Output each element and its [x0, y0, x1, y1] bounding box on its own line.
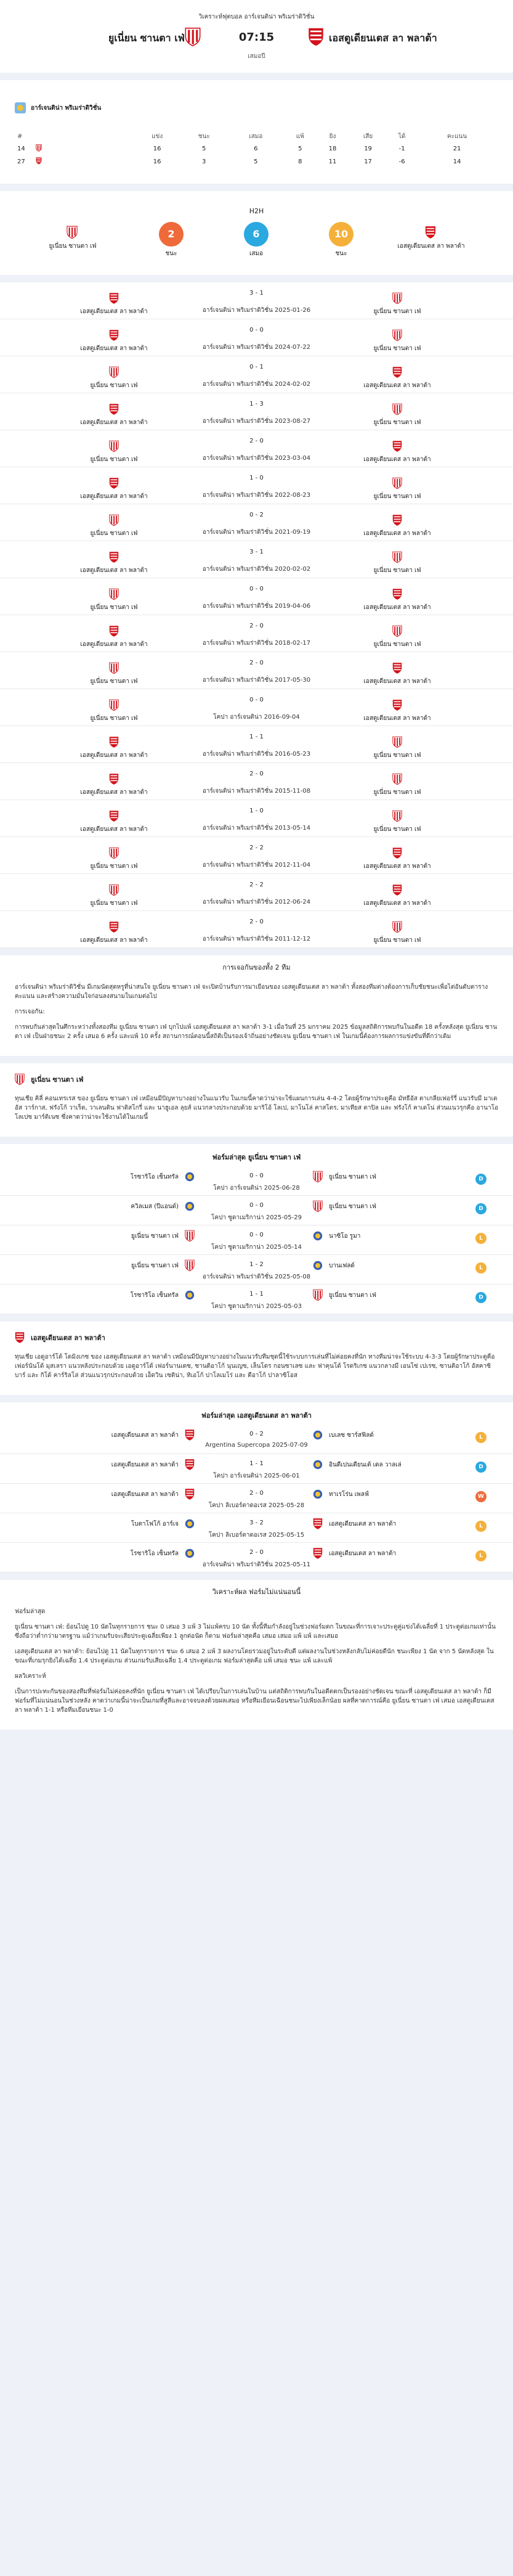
home-team-heading[interactable]: ยูเนี่ยน ซานตา เฟ่ — [31, 1076, 84, 1084]
match-away — [345, 440, 450, 464]
result-badge: L — [475, 1550, 487, 1561]
match-meta: โคปา อาร์เจนติน่า 2016-09-04 — [213, 714, 300, 721]
analysis-prediction: เป็นการปะทะกันของสองทีมที่ฟอร์มไม่ค่อยคงที่นัก ยูเนี่ยน ซานตา เฟ่ ได้เปรียบในการเล่นในบ้าน แต่สถิติการพบกันในอดีตตกเป็นรองอย่างชัดเจน ขณะที่ เอสตูเดียนเตส ลา พลาต้า ก็มีฟอร์มที่ไม่แน่นอนในช่วงหลัง คาดว่าเกมนี้น่าจะเป็นเกมที่สูสีและอาจจบลงด้วยผลเสมอ หรือทีมเยือนเฉือนชนะไปเพียงเล็กน้อย ผลที่คาดการณ์คือ ยูเนี่ยน ซานตา เฟ่ เสมอ เอสตูเดียนเตส ลา พลาต้า 1-1 หรือทีมเยือนชนะ 1-0 — [15, 1688, 495, 1714]
match-home-name: ยูเนี่ยน ซานตา เฟ่ — [90, 678, 138, 685]
match-meta: อาร์เจนติน่า พริเมร่าดิวิชั่น 2024-02-02 — [202, 381, 311, 388]
loss: 5 — [298, 145, 302, 152]
h2h-match-row[interactable] — [0, 874, 513, 911]
away-team-crest-icon — [308, 27, 324, 47]
played: 16 — [153, 145, 161, 152]
match-away-name: เอสตูเดียนเตส ลา พลาต้า — [363, 530, 431, 537]
h2h-match-row[interactable] — [0, 541, 513, 578]
pos: 14 — [17, 145, 25, 152]
analysis-home-form: ยูเนี่ยน ซานตา เฟ่: ย้อนไปดู 10 นัดในทุกรายการ ชนะ 0 เสมอ 3 แพ้ 3 ไม่แพ้ครบ 10 นัด ทั้งนี้ทีมกำลังอยู่ในช่วงฟอร์มตก ในขณะที่การเจาะประตูคู่แข่งได้เฉลี่ยที่ 1 ประตูต่อเกมเท่านั้น ซึ่งถือว่าต่ำกว่ามาตรฐาน แม้ว่าเกมรับจะเสียประตูเฉลี่ยเพียง 1 ลูกต่อนัด ก็ตาม ฟอร์มล่าสุดคือ เสมอ เสมอ แพ้ แพ้ และเสมอ — [15, 1624, 496, 1640]
preview-title: การเจอกันของทั้ง 2 ทีม — [222, 963, 291, 971]
form-match-row[interactable] — [0, 1425, 513, 1454]
form-home-name: โรซาริโอ เซ็นทรัล — [130, 1174, 179, 1180]
result-badge: D — [475, 1174, 487, 1185]
match-away-name: ยูเนี่ยน ซานตา เฟ่ — [373, 826, 421, 833]
standings-title — [15, 102, 101, 113]
match-away — [345, 847, 450, 871]
form-meta: อาร์เจนติน่า พริเมร่าดิวิชั่น 2025-05-11 — [202, 1561, 311, 1568]
col-win: ชนะ — [198, 133, 210, 140]
match-away — [345, 403, 450, 427]
loss: 8 — [298, 158, 302, 165]
form-meta: โคปา ซูดาเมริกาน่า 2025-05-14 — [211, 1244, 302, 1251]
h2h-title: H2H — [249, 207, 264, 215]
form-match-row[interactable] — [0, 1543, 513, 1572]
team-crest-icon — [392, 736, 402, 748]
team-crest-icon — [392, 329, 402, 341]
match-meta: อาร์เจนติน่า พริเมร่าดิวิชั่น 2019-04-06 — [202, 603, 311, 610]
form-home-name: โรซาริโอ เซ็นทรัล — [130, 1550, 179, 1557]
home-team-crest-icon — [67, 226, 78, 239]
match-meta: อาร์เจนติน่า พริเมร่าดิวิชั่น 2017-05-30 — [202, 677, 311, 684]
team-crest-icon — [392, 477, 402, 489]
form-home-name: เอสตูเดียนเตส ลา พลาต้า — [111, 1462, 179, 1468]
result-badge: W — [475, 1491, 487, 1502]
home-form-title: ฟอร์มล่าสุด ยูเนี่ยน ซานตา เฟ่ — [212, 1153, 301, 1161]
match-meta: อาร์เจนติน่า พริเมร่าดิวิชั่น 2024-07-22 — [202, 344, 311, 351]
draws-label: เสมอ — [249, 250, 264, 257]
match-away-name: เอสตูเดียนเตส ลา พลาต้า — [363, 456, 431, 463]
standings-row-home[interactable] — [17, 142, 498, 155]
match-score: 1 - 0 — [249, 475, 264, 481]
form-away-name: อินดีเปนเดียนเต้ เดล วาลเล่ — [329, 1462, 402, 1468]
result-badge: L — [475, 1262, 487, 1274]
match-meta: อาร์เจนติน่า พริเมร่าดิวิชั่น 2025-01-26 — [202, 307, 311, 314]
goals-against: 19 — [364, 145, 372, 152]
match-score: 2 - 0 — [249, 918, 264, 925]
form-home-name: ยูเนี่ยน ซานตา เฟ่ — [131, 1262, 179, 1269]
result-badge: D — [475, 1292, 487, 1303]
league-title: วิเคราะห์ฟุตบอล อาร์เจนติน่า พริเมร่าดิวิชั่น — [198, 14, 315, 20]
match-away — [345, 477, 450, 501]
match-away-name: ยูเนี่ยน ซานตา เฟ่ — [373, 937, 421, 944]
match-away — [345, 625, 450, 649]
match-home-name: ยูเนี่ยน ซานตา เฟ่ — [90, 382, 138, 389]
team-crest-icon — [313, 1488, 323, 1500]
col-goal-diff: ได้ — [398, 133, 406, 140]
preview-section — [0, 955, 513, 1056]
form-away-name: เอสตูเดียนเตส ลา พลาต้า — [329, 1550, 397, 1557]
col-played: แข่ง — [151, 133, 163, 140]
preview-h2h-text: การพบกันล่าสุดในศึกระหว่างทั้งสองทีม ยูเนี่ยน ซานตา เฟ่ บุกไปแพ้ เอสตูเดียนเตส ลา พลาต้า 3-1 เมื่อวันที่ 25 มกราคม 2025 ข้อมูลสถิติการพบกันในอดีต 18 ครั้งหลังสุด ยูเนี่ยน ซานตา เฟ่ เป็นฝ่ายชนะ 2 ครั้ง เสมอ 6 ครั้ง และแพ้ 10 ครั้ง สถานการณ์ตอนนี้สถิติเป็นรองเจ้าถิ่นอย่างชัดเจน ยูเนี่ยน ซานตา เฟ่ ในเกมนี้ต้องการผลการแข่งขันที่ดีกว่าเดิม — [15, 1024, 497, 1040]
kickoff-time: 07:15 — [238, 31, 275, 44]
match-score: 0 - 1 — [249, 364, 264, 370]
result-badge: D — [475, 1462, 487, 1473]
match-score: 2 - 0 — [249, 438, 264, 444]
form-home-name: โบตาโฟโก้ อาร์เจ — [131, 1521, 179, 1527]
home-team-text: ทุนเชีย คิลี่ คอนเทรเรส ของ ยูเนี่ยน ซานตา เฟ่ เหมือนมีปัญหาบางอย่างในแนวรับ ในเกมนี้คาดว่าน่าจะใช้แผนการเล่น 4-4-2 โดยผู้รักษาประตูคือ มัทธีอัส ตาเกลียเฟอร์รี่ แนวรับมี มาเตอัส วาร์กาส, ฟรังโก้ วาเร็ต, วาเลนติน ฟาติสโกรี่ และ นาฮูเอล ลุยส์ แนวกลางประกอบด้วย มาริโอ้ โลเป, มาโนโล่ คาสโตร, มาเทียส ตาปิล และ ฟรังโก้ คาเดโน่ ส่วนแนวรุกคือ อานาโอ โลเปซ มาร์ติเนซ ซึ่งคาดว่าน่าจะใช้งานได้ในเกมนี้ — [15, 1095, 498, 1121]
form-meta: โคปา ลิเบอร์ตาดอเรส 2025-05-15 — [208, 1532, 305, 1539]
match-meta: อาร์เจนติน่า พริเมร่าดิวิชั่น 2023-03-04 — [202, 455, 311, 462]
match-score: 3 - 1 — [249, 290, 264, 296]
team-crest-icon — [392, 440, 402, 452]
team-crest-icon — [313, 1200, 323, 1212]
team-crest-icon — [392, 366, 402, 378]
match-score: 2 - 0 — [249, 623, 264, 629]
form-score: 2 - 0 — [249, 1549, 264, 1556]
result-badge: D — [475, 1203, 487, 1214]
away-form-title: ฟอร์มล่าสุด เอสตูเดียนเตส ลา พลาต้า — [201, 1412, 312, 1420]
form-score: 0 - 0 — [249, 1232, 264, 1238]
h2h-summary — [0, 191, 513, 275]
match-home-name: เอสตูเดียนเตส ลา พลาต้า — [80, 752, 148, 759]
pos: 27 — [17, 158, 25, 165]
match-away-name: ยูเนี่ยน ซานตา เฟ่ — [373, 641, 421, 648]
match-meta: อาร์เจนติน่า พริเมร่าดิวิชั่น 2016-05-23 — [202, 751, 311, 758]
form-score: 0 - 0 — [249, 1172, 264, 1179]
form-meta: โคปา อาร์เจนติน่า 2025-06-01 — [213, 1473, 300, 1479]
h2h-match-row[interactable] — [0, 319, 513, 356]
match-header — [0, 0, 513, 73]
match-score: 0 - 2 — [249, 512, 264, 518]
match-away-name: ยูเนี่ยน ซานตา เฟ่ — [373, 567, 421, 574]
form-match-row[interactable] — [0, 1454, 513, 1484]
team-crest-icon — [392, 588, 402, 600]
h2h-match-row[interactable] — [0, 615, 513, 652]
match-home-name: เอสตูเดียนเตส ลา พลาต้า — [80, 641, 148, 648]
form-score: 0 - 0 — [249, 1202, 264, 1209]
match-away — [345, 662, 450, 686]
match-score: 3 - 1 — [249, 549, 264, 555]
match-home-name: ยูเนี่ยน ซานตา เฟ่ — [90, 715, 138, 722]
team-crest-icon — [392, 847, 402, 859]
h2h-match-row[interactable] — [0, 837, 513, 874]
team-crest-icon — [392, 514, 402, 526]
form-match-row[interactable] — [0, 1484, 513, 1513]
home-team-crest-icon — [15, 1073, 25, 1086]
match-away — [345, 884, 450, 908]
match-home-name: เอสตูเดียนเตส ลา พลาต้า — [80, 493, 148, 500]
form-home-name: เอสตูเดียนเตส ลา พลาต้า — [111, 1432, 179, 1439]
match-away-name: เอสตูเดียนเตส ลา พลาต้า — [363, 382, 431, 389]
team-crest-icon — [392, 403, 402, 415]
form-score: 1 - 1 — [249, 1460, 264, 1467]
form-home-name: ยูเนี่ยน ซานตา เฟ่ — [131, 1233, 179, 1240]
form-away-name: ยูเนี่ยน ซานตา เฟ่ — [329, 1203, 377, 1210]
team-crest-icon — [392, 662, 402, 674]
match-meta: อาร์เจนติน่า พริเมร่าดิวิชั่น 2023-08-27 — [202, 418, 311, 425]
match-away-name: ยูเนี่ยน ซานตา เฟ่ — [373, 752, 421, 759]
match-home-name: เอสตูเดียนเตส ลา พลาต้า — [80, 937, 148, 944]
analysis-section — [0, 1580, 513, 1730]
col-points: คะแนน — [447, 133, 467, 140]
h2h-match-row[interactable] — [0, 689, 513, 726]
away-wins-label: ชนะ — [335, 250, 347, 257]
win: 3 — [202, 158, 206, 165]
form-match-row[interactable] — [0, 1285, 513, 1314]
team-crest-icon — [392, 884, 402, 896]
h2h-match-row[interactable] — [0, 282, 513, 319]
match-home-name: เอสตูเดียนเตส ลา พลาต้า — [80, 567, 148, 574]
col-team — [36, 131, 134, 142]
form-score: 3 - 2 — [249, 1519, 264, 1526]
col-pos: # — [17, 133, 23, 140]
away-team-crest-icon — [36, 157, 42, 165]
form-away-name: เบเลซ ซาร์สฟิลด์ — [329, 1432, 374, 1439]
match-away — [345, 773, 450, 797]
form-meta: Argentina Supercopa 2025-07-09 — [205, 1442, 308, 1449]
form-match-row[interactable] — [0, 1225, 513, 1255]
form-meta: โคปา ซูดาเมริกาน่า 2025-05-29 — [211, 1214, 302, 1221]
goals-against: 17 — [364, 158, 372, 165]
h2h-match-row[interactable] — [0, 763, 513, 800]
match-home-name: ยูเนี่ยน ซานตา เฟ่ — [90, 604, 138, 611]
home-wins-label: ชนะ — [165, 250, 177, 257]
match-meta: อาร์เจนติน่า พริเมร่าดิวิชั่น 2012-11-04 — [202, 862, 311, 869]
team-crest-icon — [392, 773, 402, 785]
league-logo-icon — [15, 102, 26, 113]
result-badge: L — [475, 1233, 487, 1244]
h2h-match-row[interactable] — [0, 652, 513, 689]
h2h-match-row[interactable] — [0, 356, 513, 393]
analysis-title: วิเคราะห์ผล ฟอร์มไม่แน่นอนนี้ — [212, 1588, 301, 1596]
match-away — [345, 699, 450, 723]
match-meta: อาร์เจนติน่า พริเมร่าดิวิชั่น 2020-02-02 — [202, 566, 311, 573]
match-away-name: เอสตูเดียนเตส ลา พลาต้า — [363, 604, 431, 611]
match-home-name: ยูเนี่ยน ซานตา เฟ่ — [90, 900, 138, 907]
match-home-name: ยูเนี่ยน ซานตา เฟ่ — [90, 863, 138, 870]
team-crest-icon — [313, 1458, 323, 1471]
played: 16 — [153, 158, 161, 165]
team-crest-icon — [313, 1547, 323, 1560]
h2h-match-row[interactable] — [0, 393, 513, 430]
home-wins-count: 2 — [159, 222, 184, 247]
form-away-name: ยูเนี่ยน ซานตา เฟ่ — [329, 1174, 377, 1180]
team-crest-icon — [313, 1171, 323, 1183]
match-score: 2 - 0 — [249, 771, 264, 777]
form-meta: โคปา ซูดาเมริกาน่า 2025-05-03 — [211, 1303, 302, 1310]
form-away-name: ยูเนี่ยน ซานตา เฟ่ — [329, 1292, 377, 1299]
match-away-name: ยูเนี่ยน ซานตา เฟ่ — [373, 308, 421, 315]
goals-for: 11 — [328, 158, 337, 165]
col-loss: แพ้ — [296, 133, 304, 140]
team-crest-icon — [313, 1230, 323, 1242]
result-badge: L — [475, 1432, 487, 1443]
h2h-match-row[interactable] — [0, 430, 513, 467]
home-team-crest-icon — [36, 144, 42, 152]
match-score: 1 - 1 — [249, 734, 264, 740]
form-score: 2 - 0 — [249, 1490, 264, 1497]
form-match-row[interactable] — [0, 1166, 513, 1196]
result-badge: L — [475, 1521, 487, 1532]
away-team-section — [0, 1322, 513, 1395]
match-away-name: เอสตูเดียนเตส ลา พลาต้า — [363, 900, 431, 907]
match-away — [345, 921, 450, 945]
match-score: 0 - 0 — [249, 697, 264, 703]
team-crest-icon — [313, 1289, 323, 1301]
match-score: 1 - 0 — [249, 808, 264, 814]
match-home-name: ยูเนี่ยน ซานตา เฟ่ — [90, 456, 138, 463]
team-crest-icon — [313, 1429, 323, 1441]
match-meta: อาร์เจนติน่า พริเมร่าดิวิชั่น 2011-12-12 — [202, 936, 311, 942]
h2h-match-row[interactable] — [0, 800, 513, 837]
standings-table — [17, 131, 498, 168]
team-crest-icon — [392, 699, 402, 711]
home-team-section — [0, 1063, 513, 1137]
form-match-row[interactable] — [0, 1196, 513, 1225]
match-home-name: เอสตูเดียนเตส ลา พลาต้า — [80, 826, 148, 833]
goals-for: 18 — [328, 145, 337, 152]
points: 14 — [453, 158, 461, 165]
match-away-name: เอสตูเดียนเตส ลา พลาต้า — [363, 715, 431, 722]
form-home-name: โรซาริโอ เซ็นทรัล — [130, 1292, 179, 1299]
goal-diff: -6 — [398, 158, 405, 165]
away-form-section — [0, 1402, 513, 1572]
away-wins-count: 10 — [329, 222, 353, 247]
away-team-crest-icon — [425, 226, 436, 239]
home-form-section — [0, 1144, 513, 1314]
match-score: 2 - 2 — [249, 844, 264, 851]
team-crest-icon — [392, 551, 402, 563]
form-home-name: ควิลเมส (ปีแอนด์) — [131, 1203, 179, 1210]
draw: 5 — [254, 158, 258, 165]
away-team-text: ทุนเชีย เอดูอาร์โด้ โดมิงเกซ ของ เอสตูเดียนเตส ลา พลาต้า เหมือนมีปัญหาบางอย่างในแนวรับทีมชุดนี้ใช้ระบบการเล่นที่ไม่ค่อยคงที่นัก ทางทีมน่าจะใช้ระบบ 4-3-3 โดยผู้รักษาประตูคือ เฟอร์นันโด้ มุสเลรา แนวหลังประกอบด้วย เอดูอาร์โด้ เฟอร์นานเดซ, ซานติอาโก้ นุนเญซ, เล็นโดร กอนซาเลซ และ ฟาคุนโด้ โรดริเกซ แนวกลางมี เอนโซ่ เปเรซ, ซานติอาโก้ อัสคาซิบาร์ และ กิโด้ คาร์ริลโล่ ส่วนแนวรุกประกอบด้วย เอ็ดวิน เซติน่า, ทิเอโก้ ปาโลเมโร่ และ ตีอาโก้ ปาลาซิโอส — [15, 1354, 495, 1379]
form-away-name: บานเฟลด์ — [329, 1262, 355, 1269]
match-away — [345, 514, 450, 538]
match-score: 2 - 0 — [249, 660, 264, 666]
h2h-match-row[interactable] — [0, 504, 513, 541]
match-away — [345, 810, 450, 834]
match-meta: อาร์เจนติน่า พริเมร่าดิวิชั่น 2012-06-24 — [202, 899, 311, 906]
points: 21 — [453, 145, 461, 152]
match-home-name: เอสตูเดียนเตส ลา พลาต้า — [80, 419, 148, 426]
match-away — [345, 366, 450, 390]
team-crest-icon — [392, 921, 402, 933]
form-meta: อาร์เจนติน่า พริเมร่าดิวิชั่น 2025-05-08 — [202, 1274, 311, 1280]
col-draw: เสมอ — [249, 133, 263, 140]
match-home-name: ยูเนี่ยน ซานตา เฟ่ — [90, 530, 138, 537]
team-crest-icon — [392, 292, 402, 305]
match-meta: อาร์เจนติน่า พริเมร่าดิวิชั่น 2022-08-23 — [202, 492, 311, 499]
team-crest-icon — [392, 810, 402, 822]
draw: 6 — [254, 145, 258, 152]
form-match-row[interactable] — [0, 1513, 513, 1543]
team-crest-icon — [313, 1518, 323, 1530]
team-crest-icon — [313, 1259, 323, 1272]
away-team-heading[interactable]: เอสตูเดียนเตส ลา พลาต้า — [31, 1334, 105, 1342]
match-away — [345, 292, 450, 316]
match-score: 2 - 2 — [249, 881, 264, 888]
form-score: 0 - 2 — [249, 1431, 264, 1437]
analysis-label-form: ฟอร์มล่าสุด — [15, 1608, 46, 1615]
match-score: 0 - 0 — [249, 586, 264, 592]
goal-diff: -1 — [398, 145, 405, 152]
match-away-name: ยูเนี่ยน ซานตา เฟ่ — [373, 419, 421, 426]
match-status: เสมอปี — [248, 53, 265, 60]
match-meta: อาร์เจนติน่า พริเมร่าดิวิชั่น 2015-11-08 — [202, 788, 311, 795]
standings-row-away[interactable] — [17, 155, 498, 168]
form-meta: โคปา อาร์เจนติน่า 2025-06-28 — [213, 1185, 300, 1192]
match-away — [345, 588, 450, 612]
draws-count: 6 — [244, 222, 269, 247]
col-goals-against: เสีย — [363, 133, 373, 140]
preview-label: การเจอกัน: — [15, 1008, 45, 1015]
preview-intro: อาร์เจนติน่า พริเมร่าดิวิชั่น มีเกมนัดสุดหรูที่น่าสนใจ ยูเนี่ยน ซานตา เฟ่ จะเปิดบ้านรับการมาเยือนของ เอสตูเดียนเตส ลา พลาต้า ทั้งสองทีมต่างต้องการเก็บชัยชนะเพื่อไต่อันดับตารางคะแนน และสร้างความมั่นใจก่อนลงสนามในเกมต่อไป — [15, 984, 488, 1000]
form-home-name: เอสตูเดียนเตส ลา พลาต้า — [111, 1491, 179, 1498]
match-score: 1 - 3 — [249, 401, 264, 407]
form-away-name: เอสตูเดียนเตส ลา พลาต้า — [329, 1521, 397, 1527]
form-score: 1 - 2 — [249, 1261, 264, 1268]
match-away — [345, 329, 450, 353]
h2h-match-list — [0, 282, 513, 948]
match-meta: อาร์เจนติน่า พริเมร่าดิวิชั่น 2021-09-19 — [202, 529, 311, 536]
standings-header-row — [17, 131, 498, 142]
win: 5 — [202, 145, 206, 152]
match-meta: อาร์เจนติน่า พริเมร่าดิวิชั่น 2018-02-17 — [202, 640, 311, 647]
form-away-name: ทาเรโร่น เพลฟ์ — [329, 1491, 369, 1498]
match-away — [345, 736, 450, 760]
h2h-match-row[interactable] — [0, 726, 513, 763]
form-score: 1 - 1 — [249, 1291, 264, 1298]
standings-card — [0, 80, 513, 184]
h2h-away-name[interactable]: เอสตูเดียนเตส ลา พลาต้า — [397, 243, 465, 250]
h2h-match-row[interactable] — [0, 911, 513, 948]
match-away — [345, 551, 450, 575]
match-away-name: ยูเนี่ยน ซานตา เฟ่ — [373, 345, 421, 352]
match-home-name: เอสตูเดียนเตส ลา พลาต้า — [80, 789, 148, 796]
away-team-crest-icon — [15, 1331, 25, 1344]
match-away-name: ยูเนี่ยน ซานตา เฟ่ — [373, 493, 421, 500]
match-score: 0 - 0 — [249, 327, 264, 333]
h2h-match-row[interactable] — [0, 467, 513, 504]
analysis-label-result: ผลวิเคราะห์ — [15, 1673, 46, 1680]
analysis-away-form: เอสตูเดียนเตส ลา พลาต้า: ย้อนไปดู 11 นัดในทุกรายการ ชนะ 6 เสมอ 2 แพ้ 3 ผลงานโดยรวมอยู่ในระดับดี แต่ผลงานในช่วงหลังกลับไม่ค่อยดีนัก ชนะเพียง 1 นัด จาก 5 นัดหลังสุด ในขณะที่เกมรุกยิงได้เฉลี่ย 1.4 ประตูต่อเกม ส่วนเกมรับเสียเฉลี่ย 1.4 ประตูต่อเกม ฟอร์มล่าสุดคือ แพ้ เสมอ ชนะ แพ้ และแพ้ — [15, 1648, 494, 1664]
form-away-name: นาซิโอ รูมา — [329, 1233, 361, 1240]
home-team-name[interactable]: ยูเนี่ยน ซานตา เฟ่ — [108, 32, 185, 44]
away-team-name[interactable]: เอสตูเดียนเตส ลา พลาต้า — [329, 32, 437, 44]
h2h-home-name[interactable]: ยูเนี่ยน ซานตา เฟ่ — [49, 243, 97, 250]
standings-title-label: อาร์เจนติน่า พริเมร่าดิวิชั่น — [31, 104, 102, 112]
form-match-row[interactable] — [0, 1255, 513, 1285]
col-goals-for: ยิง — [329, 133, 336, 140]
match-away-name: เอสตูเดียนเตส ลา พลาต้า — [363, 678, 431, 685]
match-meta: อาร์เจนติน่า พริเมร่าดิวิชั่น 2013-05-14 — [202, 825, 311, 832]
team-crest-icon — [392, 625, 402, 637]
match-away-name: ยูเนี่ยน ซานตา เฟ่ — [373, 789, 421, 796]
match-home-name: เอสตูเดียนเตส ลา พลาต้า — [80, 345, 148, 352]
h2h-match-row[interactable] — [0, 578, 513, 615]
match-away-name: เอสตูเดียนเตส ลา พลาต้า — [363, 863, 431, 870]
match-home-name: เอสตูเดียนเตส ลา พลาต้า — [80, 308, 148, 315]
form-meta: โคปา ลิเบอร์ตาดอเรส 2025-05-28 — [208, 1502, 305, 1509]
